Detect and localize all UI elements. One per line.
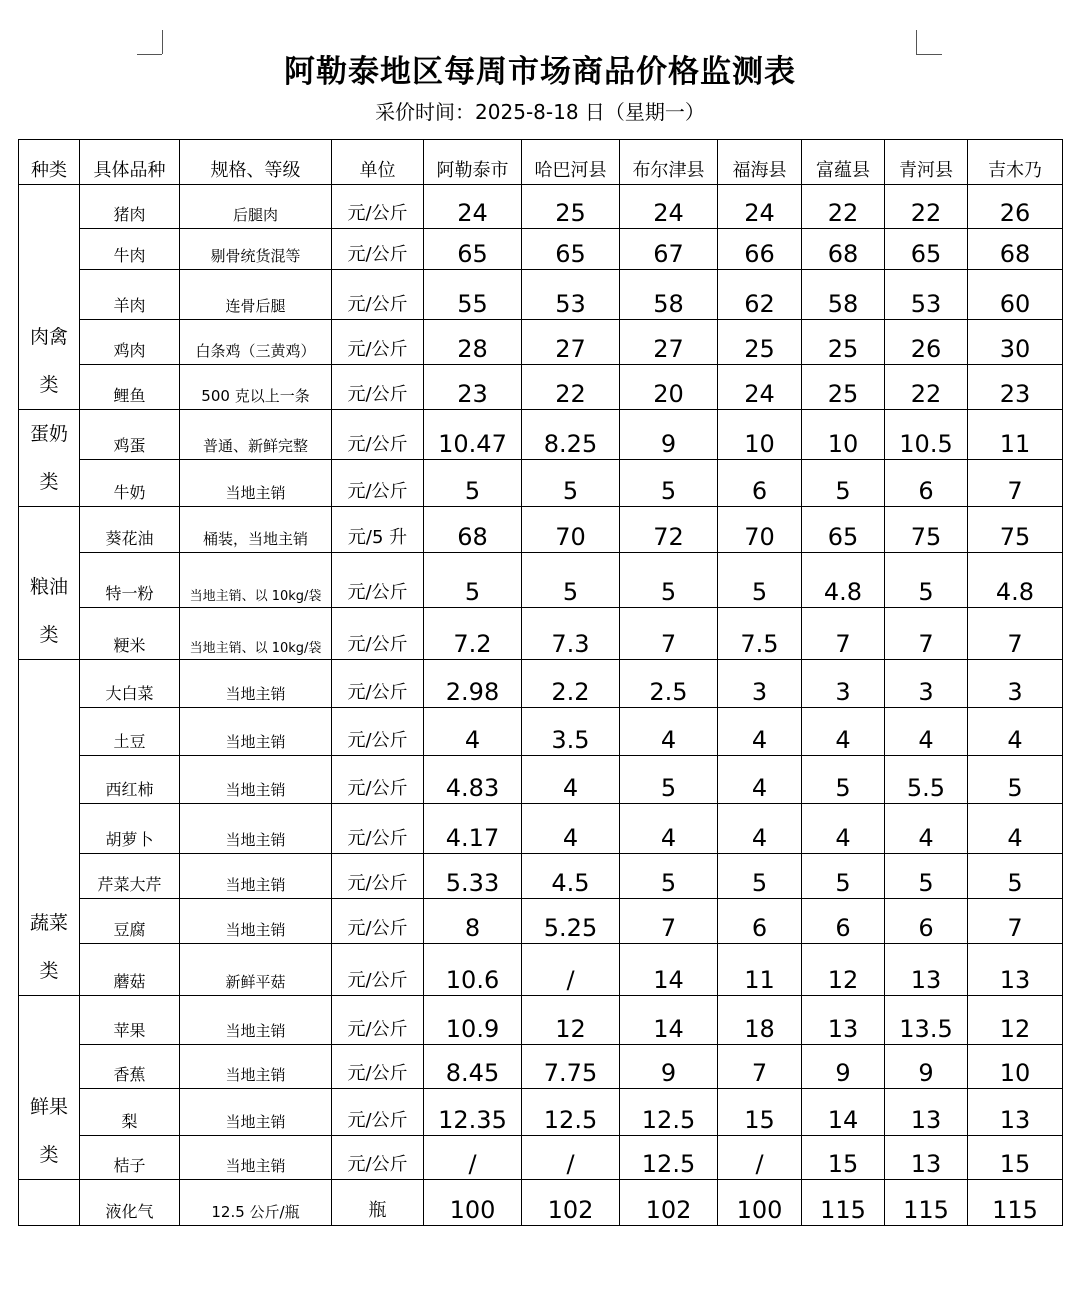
price-cell: 7: [968, 460, 1063, 507]
table-row: [19, 365, 1063, 410]
item-unit: 元/公斤: [332, 185, 424, 229]
price-cell: 13: [885, 1136, 968, 1180]
item-unit: 元/公斤: [332, 608, 424, 660]
item-name: 西红柿: [80, 756, 180, 804]
price-cell: 4: [968, 708, 1063, 756]
price-cell: 5: [620, 553, 718, 608]
price-cell: 4: [424, 708, 522, 756]
item-spec: 当地主销: [180, 1089, 332, 1136]
item-spec: 后腿肉: [180, 185, 332, 229]
table-row: [19, 320, 1063, 365]
item-name: 土豆: [80, 708, 180, 756]
price-cell: 5: [718, 553, 802, 608]
column-header: 福海县: [718, 140, 802, 185]
column-header: 哈巴河县: [522, 140, 620, 185]
price-cell: 75: [968, 507, 1063, 553]
table-row: [19, 804, 1063, 854]
price-cell: 5.5: [885, 756, 968, 804]
price-cell: 65: [885, 229, 968, 270]
price-cell: 4: [522, 756, 620, 804]
price-cell: 5: [885, 553, 968, 608]
table-row: [19, 410, 1063, 460]
price-cell: 4: [718, 804, 802, 854]
item-spec: 当地主销: [180, 708, 332, 756]
price-cell: 3: [802, 660, 885, 708]
price-cell: 65: [522, 229, 620, 270]
table-row: [19, 185, 1063, 229]
category-label: 蛋奶: [29, 423, 68, 445]
price-cell: 5.33: [424, 854, 522, 899]
price-cell: 5: [620, 460, 718, 507]
crop-mark-top-left-vertical: [162, 30, 163, 54]
table-row: [19, 507, 1063, 553]
item-name: 鸡蛋: [80, 410, 180, 460]
item-spec: 当地主销: [180, 1136, 332, 1180]
price-cell: /: [718, 1136, 802, 1180]
price-cell: 2.2: [522, 660, 620, 708]
price-cell: 60: [968, 270, 1063, 320]
price-cell: 9: [620, 410, 718, 460]
price-cell: 4.17: [424, 804, 522, 854]
price-cell: /: [522, 1136, 620, 1180]
price-cell: 14: [620, 944, 718, 996]
price-cell: 7: [968, 608, 1063, 660]
price-cell: 5: [522, 553, 620, 608]
category-label: 类: [39, 374, 59, 396]
column-header: 布尔津县: [620, 140, 718, 185]
price-cell: 7.75: [522, 1045, 620, 1089]
category-cell: [19, 507, 80, 660]
item-spec: 当地主销: [180, 1045, 332, 1089]
price-cell: 3.5: [522, 708, 620, 756]
table-row: [19, 553, 1063, 608]
item-unit: 元/公斤: [332, 756, 424, 804]
price-cell: 68: [968, 229, 1063, 270]
price-cell: 13: [968, 944, 1063, 996]
price-cell: 10: [718, 410, 802, 460]
price-cell: 7: [802, 608, 885, 660]
item-spec: 当地主销、以 10kg/袋: [180, 608, 332, 660]
price-cell: 10.9: [424, 996, 522, 1045]
price-cell: 4: [718, 756, 802, 804]
table-row: [19, 1180, 1063, 1226]
price-cell: 65: [802, 507, 885, 553]
item-unit: 元/公斤: [332, 553, 424, 608]
item-unit: 元/公斤: [332, 320, 424, 365]
table-row: [19, 1136, 1063, 1180]
price-cell: 18: [718, 996, 802, 1045]
price-cell: 5: [620, 854, 718, 899]
price-cell: 5: [620, 756, 718, 804]
price-cell: 9: [885, 1045, 968, 1089]
item-name: 葵花油: [80, 507, 180, 553]
item-unit: 元/公斤: [332, 1089, 424, 1136]
price-cell: 8.25: [522, 410, 620, 460]
item-name: 猪肉: [80, 185, 180, 229]
category-cell: [19, 185, 80, 410]
header-row: [19, 140, 1063, 185]
price-cell: 2.98: [424, 660, 522, 708]
item-spec: 当地主销: [180, 460, 332, 507]
price-cell: 4: [885, 804, 968, 854]
price-cell: 7.2: [424, 608, 522, 660]
price-cell: 13: [885, 944, 968, 996]
item-spec: 连骨后腿: [180, 270, 332, 320]
price-table: [18, 139, 1063, 1226]
crop-mark-top-right-vertical: [916, 30, 917, 54]
item-name: 牛肉: [80, 229, 180, 270]
price-cell: 4: [620, 804, 718, 854]
price-cell: 13: [968, 1089, 1063, 1136]
category-label: 类: [39, 471, 59, 493]
category-label: 粮油: [29, 576, 68, 598]
price-cell: 115: [802, 1180, 885, 1226]
price-cell: 62: [718, 270, 802, 320]
price-cell: 4: [718, 708, 802, 756]
price-cell: 5: [522, 460, 620, 507]
price-cell: 4: [968, 804, 1063, 854]
price-cell: 9: [620, 1045, 718, 1089]
price-cell: 10.47: [424, 410, 522, 460]
price-cell: 13: [885, 1089, 968, 1136]
item-name: 苹果: [80, 996, 180, 1045]
price-cell: 20: [620, 365, 718, 410]
price-cell: 12: [522, 996, 620, 1045]
price-cell: 4.8: [968, 553, 1063, 608]
item-name: 大白菜: [80, 660, 180, 708]
price-cell: 4.83: [424, 756, 522, 804]
price-cell: 7: [968, 899, 1063, 944]
item-name: 牛奶: [80, 460, 180, 507]
price-cell: 5: [424, 553, 522, 608]
price-cell: 4: [620, 708, 718, 756]
price-cell: 53: [885, 270, 968, 320]
table-row: [19, 1045, 1063, 1089]
item-unit: 元/公斤: [332, 1136, 424, 1180]
price-cell: 3: [968, 660, 1063, 708]
column-header: 种类: [19, 140, 80, 185]
price-cell: 7: [620, 608, 718, 660]
column-header: 吉木乃: [968, 140, 1063, 185]
price-cell: 67: [620, 229, 718, 270]
price-cell: 22: [522, 365, 620, 410]
price-cell: 66: [718, 229, 802, 270]
price-cell: 102: [620, 1180, 718, 1226]
price-cell: 7: [620, 899, 718, 944]
price-cell: 58: [620, 270, 718, 320]
table-row: [19, 996, 1063, 1045]
item-spec: 桶装，当地主销: [180, 507, 332, 553]
table-row: [19, 899, 1063, 944]
price-cell: 70: [718, 507, 802, 553]
price-cell: 5: [802, 460, 885, 507]
price-cell: 6: [718, 899, 802, 944]
item-spec: 白条鸡（三黄鸡）: [180, 320, 332, 365]
price-cell: 5: [968, 756, 1063, 804]
price-cell: 7.5: [718, 608, 802, 660]
price-cell: 22: [885, 185, 968, 229]
category-cell: [19, 410, 80, 507]
item-unit: 元/公斤: [332, 410, 424, 460]
table-row: [19, 270, 1063, 320]
price-cell: 5: [802, 756, 885, 804]
price-cell: 15: [968, 1136, 1063, 1180]
price-cell: 23: [424, 365, 522, 410]
item-unit: 元/公斤: [332, 944, 424, 996]
item-name: 豆腐: [80, 899, 180, 944]
price-cell: 5: [968, 854, 1063, 899]
price-cell: 4: [522, 804, 620, 854]
price-cell: 23: [968, 365, 1063, 410]
item-unit: 元/公斤: [332, 1045, 424, 1089]
item-spec: 当地主销: [180, 804, 332, 854]
price-cell: 10.5: [885, 410, 968, 460]
column-header: 青河县: [885, 140, 968, 185]
price-cell: 24: [718, 365, 802, 410]
item-unit: 元/公斤: [332, 804, 424, 854]
item-spec: 剔骨统货混等: [180, 229, 332, 270]
price-cell: 72: [620, 507, 718, 553]
price-cell: 70: [522, 507, 620, 553]
item-name: 鲤鱼: [80, 365, 180, 410]
price-cell: 4: [885, 708, 968, 756]
table-row: [19, 460, 1063, 507]
price-cell: 13.5: [885, 996, 968, 1045]
item-unit: 元/公斤: [332, 460, 424, 507]
price-cell: 55: [424, 270, 522, 320]
price-cell: 11: [968, 410, 1063, 460]
item-spec: 新鲜平菇: [180, 944, 332, 996]
price-cell: 115: [968, 1180, 1063, 1226]
price-cell: 9: [802, 1045, 885, 1089]
price-cell: 12.5: [620, 1089, 718, 1136]
price-cell: 13: [802, 996, 885, 1045]
item-name: 胡萝卜: [80, 804, 180, 854]
price-cell: 53: [522, 270, 620, 320]
price-cell: 58: [802, 270, 885, 320]
price-cell: 75: [885, 507, 968, 553]
price-cell: 3: [718, 660, 802, 708]
price-cell: 24: [718, 185, 802, 229]
item-name: 梨: [80, 1089, 180, 1136]
price-cell: 15: [718, 1089, 802, 1136]
price-cell: 12: [968, 996, 1063, 1045]
item-unit: 元/公斤: [332, 365, 424, 410]
price-cell: 115: [885, 1180, 968, 1226]
item-unit: 元/公斤: [332, 996, 424, 1045]
price-cell: 102: [522, 1180, 620, 1226]
price-cell: 4: [802, 708, 885, 756]
table-row: [19, 660, 1063, 708]
table-row: [19, 1089, 1063, 1136]
page-title: 阿勒泰地区每周市场商品价格监测表: [284, 54, 796, 90]
column-header: 规格、等级: [180, 140, 332, 185]
price-cell: 27: [522, 320, 620, 365]
price-cell: 100: [424, 1180, 522, 1226]
price-cell: 30: [968, 320, 1063, 365]
item-spec: 当地主销: [180, 756, 332, 804]
price-cell: 22: [885, 365, 968, 410]
price-cell: 10.6: [424, 944, 522, 996]
price-cell: 25: [718, 320, 802, 365]
price-cell: 25: [522, 185, 620, 229]
item-unit: 元/公斤: [332, 854, 424, 899]
price-cell: 22: [802, 185, 885, 229]
table-row: [19, 708, 1063, 756]
price-cell: 26: [968, 185, 1063, 229]
price-cell: /: [522, 944, 620, 996]
price-cell: /: [424, 1136, 522, 1180]
item-name: 芹菜大芹: [80, 854, 180, 899]
table-row: [19, 854, 1063, 899]
price-cell: 6: [885, 899, 968, 944]
item-unit: 元/5 升: [332, 507, 424, 553]
price-cell: 10: [802, 410, 885, 460]
item-name: 粳米: [80, 608, 180, 660]
survey-date: 采价时间：2025-8-18 日（星期一）: [375, 100, 705, 124]
item-unit: 瓶: [332, 1180, 424, 1226]
category-cell: [19, 996, 80, 1180]
column-header: 富蕴县: [802, 140, 885, 185]
table-row: [19, 608, 1063, 660]
item-name: 香蕉: [80, 1045, 180, 1089]
price-cell: 8: [424, 899, 522, 944]
item-spec: 普通、新鲜完整: [180, 410, 332, 460]
price-cell: 12: [802, 944, 885, 996]
item-spec: 当地主销: [180, 660, 332, 708]
item-spec: 当地主销、以 10kg/袋: [180, 553, 332, 608]
item-unit: 元/公斤: [332, 229, 424, 270]
table-row: [19, 229, 1063, 270]
price-cell: 25: [802, 320, 885, 365]
price-cell: 5: [885, 854, 968, 899]
price-cell: 11: [718, 944, 802, 996]
category-label: 蔬菜: [29, 912, 68, 934]
item-spec: 当地主销: [180, 854, 332, 899]
price-cell: 28: [424, 320, 522, 365]
price-cell: 7: [718, 1045, 802, 1089]
price-cell: 100: [718, 1180, 802, 1226]
price-cell: 68: [802, 229, 885, 270]
category-label: 类: [39, 960, 59, 982]
price-cell: 27: [620, 320, 718, 365]
price-cell: 3: [885, 660, 968, 708]
price-cell: 68: [424, 507, 522, 553]
price-cell: 2.5: [620, 660, 718, 708]
item-spec: 当地主销: [180, 996, 332, 1045]
price-cell: 4.8: [802, 553, 885, 608]
price-cell: 25: [802, 365, 885, 410]
column-header: 单位: [332, 140, 424, 185]
price-cell: 65: [424, 229, 522, 270]
price-cell: 8.45: [424, 1045, 522, 1089]
column-header: 阿勒泰市: [424, 140, 522, 185]
category-label: 鲜果: [29, 1096, 68, 1118]
price-cell: 5: [802, 854, 885, 899]
price-cell: 5: [424, 460, 522, 507]
price-cell: 5: [718, 854, 802, 899]
price-cell: 15: [802, 1136, 885, 1180]
price-cell: 24: [424, 185, 522, 229]
price-cell: 12.35: [424, 1089, 522, 1136]
price-cell: 6: [802, 899, 885, 944]
item-unit: 元/公斤: [332, 899, 424, 944]
price-cell: 24: [620, 185, 718, 229]
price-cell: 14: [802, 1089, 885, 1136]
item-spec: 当地主销: [180, 899, 332, 944]
price-cell: 7.3: [522, 608, 620, 660]
price-cell: 14: [620, 996, 718, 1045]
category-cell: [19, 1180, 80, 1226]
column-header: 具体品种: [80, 140, 180, 185]
item-name: 鸡肉: [80, 320, 180, 365]
item-unit: 元/公斤: [332, 660, 424, 708]
item-name: 液化气: [80, 1180, 180, 1226]
item-name: 羊肉: [80, 270, 180, 320]
item-name: 桔子: [80, 1136, 180, 1180]
table-row: [19, 944, 1063, 996]
price-cell: 4.5: [522, 854, 620, 899]
category-cell: [19, 660, 80, 996]
price-cell: 5.25: [522, 899, 620, 944]
category-label: 类: [39, 624, 59, 646]
category-label: 肉禽: [29, 326, 68, 348]
item-spec: 500 克以上一条: [180, 365, 332, 410]
price-cell: 26: [885, 320, 968, 365]
price-cell: 6: [885, 460, 968, 507]
item-spec: 12.5 公斤/瓶: [180, 1180, 332, 1226]
price-cell: 6: [718, 460, 802, 507]
item-unit: 元/公斤: [332, 270, 424, 320]
price-cell: 7: [885, 608, 968, 660]
table-row: [19, 756, 1063, 804]
price-cell: 12.5: [522, 1089, 620, 1136]
price-cell: 4: [802, 804, 885, 854]
price-cell: 10: [968, 1045, 1063, 1089]
item-unit: 元/公斤: [332, 708, 424, 756]
item-name: 特一粉: [80, 553, 180, 608]
category-label: 类: [39, 1144, 59, 1166]
table-body: [19, 185, 1063, 1226]
item-name: 蘑菇: [80, 944, 180, 996]
price-cell: 12.5: [620, 1136, 718, 1180]
